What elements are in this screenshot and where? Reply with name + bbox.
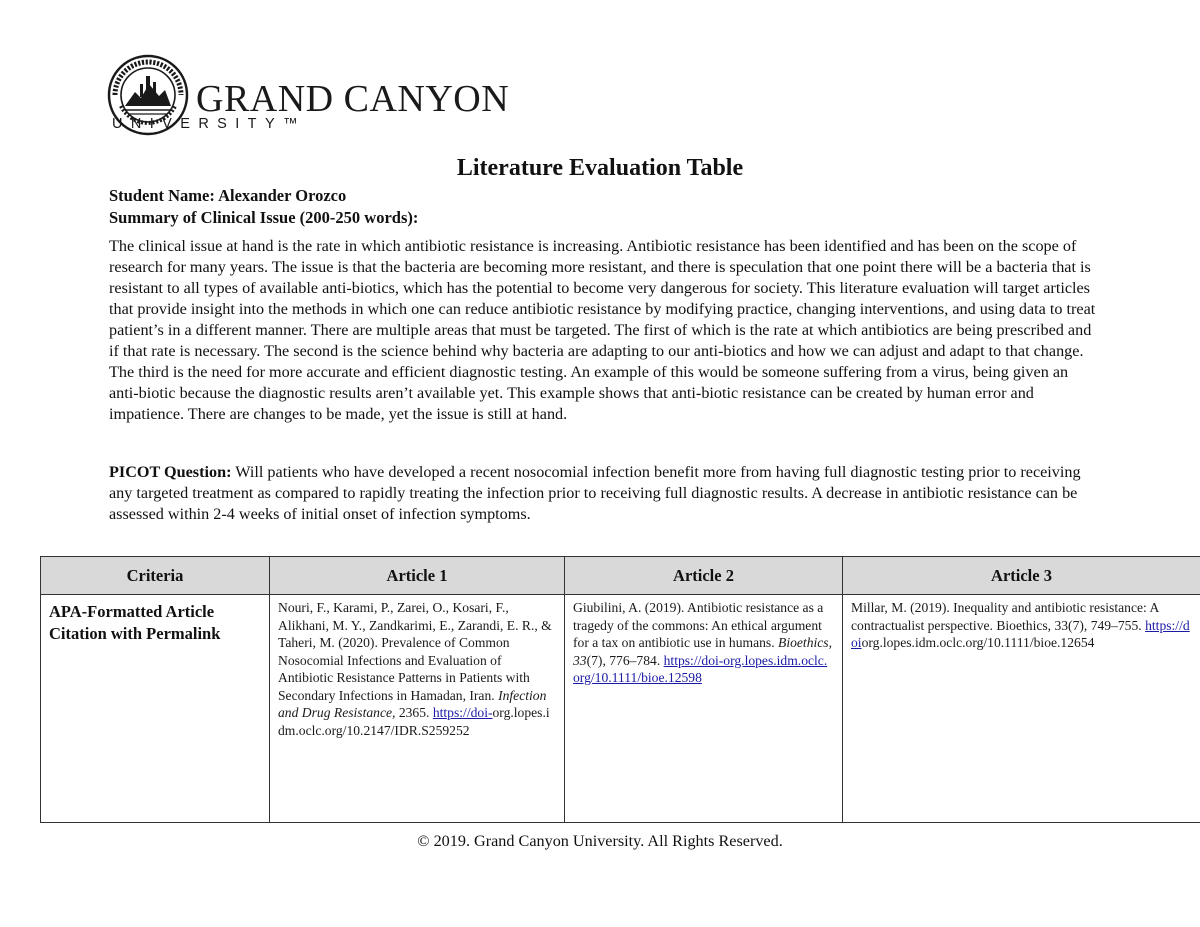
header-article-2: Article 2 bbox=[565, 557, 843, 595]
logo-subline: UNIVERSITY™ bbox=[112, 116, 306, 132]
article-2-citation bbox=[565, 595, 843, 823]
student-name-label: Student Name: Alexander Orozco bbox=[109, 186, 347, 205]
table-row bbox=[41, 595, 1200, 823]
page-title: Literature Evaluation Table bbox=[456, 155, 744, 181]
table-header-row bbox=[41, 557, 1200, 595]
logo-wordmark: GRAND CANYON bbox=[196, 78, 510, 120]
article-1-permalink-rest: org.lopes.idm.oclc.org/10.2147/IDR.S259252 bbox=[278, 705, 550, 738]
criteria-cell: APA-Formatted Article Citation with Permalink bbox=[41, 595, 270, 823]
summary-label: Summary of Clinical Issue (200-250 words): bbox=[109, 208, 419, 227]
article-1-citation-text: Nouri, F., Karami, P., Zarei, O., Kosari, F., Alikhani, M. Y., Zandkarimi, E., Zarandi, E. R., & Taheri, M. (2020). Prevalence of Common Nosocomial Infections and Evaluation of Antibiotic Resistance Patterns in Patients with Secondary Infections in Hamadan, Iran. bbox=[278, 600, 552, 703]
header-article-3: Article 3 bbox=[843, 557, 1200, 595]
header-article-1: Article 1 bbox=[270, 557, 565, 595]
summary-paragraph: The clinical issue at hand is the rate in which antibiotic resistance is increasing. Antibiotic resistance has been identified and has been on the scope of research for many years. The issue is that the bacteria are becoming more resistant, and there is speculation that one point there will be a bacteria that is resistant to all types of available anti-biotics, which has the potential to become very dangerous for society. This literature evaluation will target articles that provide insight into the methods in which one can reduce antibiotic resistance by modifying practice, changing interventions, and using data to treat patient’s in a different manner. There are multiple areas that must be targeted. The first of which is the rate at which antibiotics are being prescribed and if that rate is necessary. The second is the science behind why bacteria are adapting to our anti-biotics and how we can adjust and adapt to that change. The third is the need for more accurate and efficient diagnostic testing. An example of this would be someone suffering from a virus, being given an anti-biotic because the diagnostic results aren’t available yet. This example shows that anti-biotic resistance can be created by human error and impatience. There are changes to be made, yet the issue is still at hand. bbox=[109, 237, 1096, 423]
article-2-permalink[interactable]: https://doi-org.lopes.idm.oclc.org/10.1111/bioe.12598 bbox=[573, 652, 828, 685]
article-3-citation-text: Millar, M. (2019). Inequality and antibiotic resistance: A contractualist perspective. Bioethics, 33(7), 749–755. bbox=[851, 600, 1159, 633]
article-2-issue: (7), 776–784. bbox=[586, 652, 661, 668]
article-1-journal: Infection and Drug Resistance, bbox=[278, 687, 547, 720]
header-criteria: Criteria bbox=[41, 557, 270, 595]
literature-evaluation-table bbox=[40, 556, 1200, 823]
article-1-permalink[interactable]: https://doi- bbox=[432, 705, 493, 720]
article-3-citation bbox=[843, 595, 1200, 823]
copyright-footer: © 2019. Grand Canyon University. All Rights Reserved. bbox=[417, 832, 783, 850]
article-3-permalink-rest: org.lopes.idm.oclc.org/10.1111/bioe.12654 bbox=[861, 635, 1095, 650]
picot-paragraph bbox=[109, 462, 1099, 525]
article-1-pages: 2365. bbox=[398, 705, 430, 720]
article-2-citation-text: Giubilini, A. (2019). Antibiotic resistance as a tragedy of the commons: An ethical argument for a tax on antibiotic use in humans. bbox=[573, 600, 824, 650]
article-1-citation bbox=[270, 595, 565, 823]
picot-label: PICOT Question: bbox=[109, 463, 232, 481]
article-2-journal: Bioethics, 33 bbox=[573, 635, 832, 668]
picot-text: Will patients who have developed a recent nosocomial infection benefit more from having full diagnostic testing prior to receiving any targeted treatment as compared to rapidly treating the infection prior to receiving full diagnostic results. A decrease in antibiotic resistance can be assessed within 2-4 weeks of initial onset of infection symptoms. bbox=[109, 463, 1081, 523]
article-3-permalink[interactable]: https://doi bbox=[851, 617, 1190, 650]
